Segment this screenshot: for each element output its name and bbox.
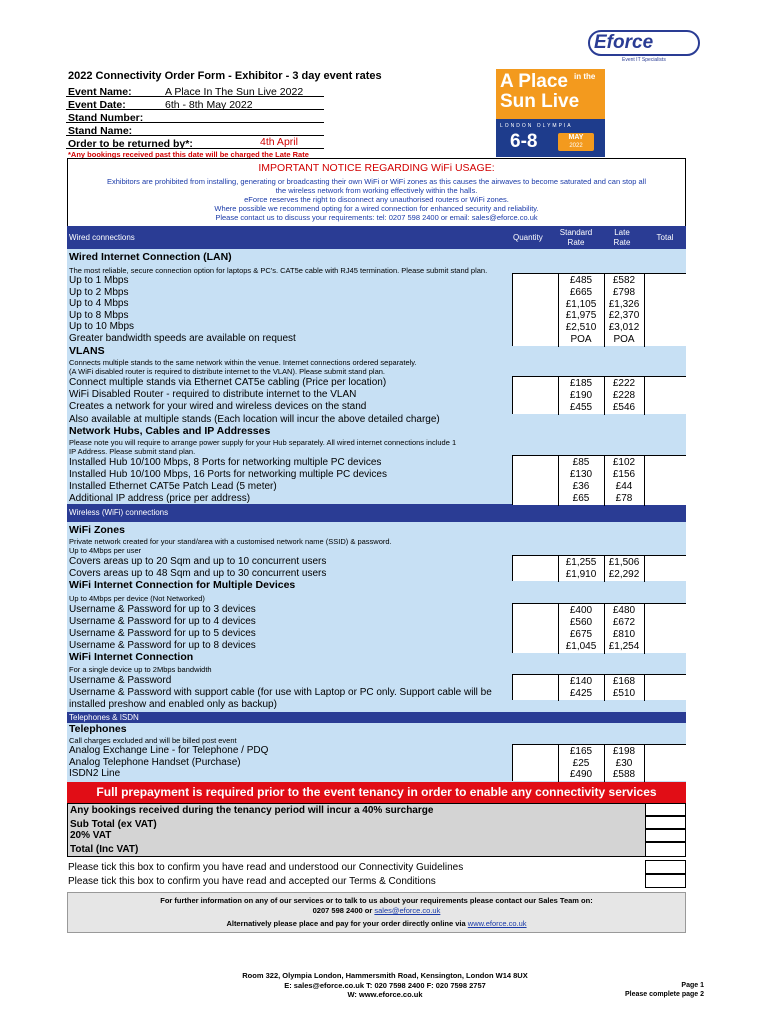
footer: [150, 971, 620, 1000]
wireless-header-label: Wireless (WiFi) connections: [69, 508, 169, 517]
total-box[interactable]: [645, 842, 686, 857]
quantity-cell[interactable]: [513, 769, 558, 781]
subtotal-label: Sub Total (ex VAT): [70, 819, 157, 830]
standard-rate: £85: [572, 457, 590, 468]
hubs-price-box: [512, 455, 686, 505]
quantity-cell[interactable]: [513, 493, 558, 505]
quantity-cell[interactable]: [513, 469, 558, 481]
quantity-cell[interactable]: [513, 378, 558, 390]
phones-item: Analog Exchange Line - for Telephone / PDQ: [69, 745, 269, 756]
vlans-description: (A WiFi disabled router is required to distribute internet to the VLAN). Please submit stand plan.: [69, 367, 385, 376]
total-header: Total: [656, 233, 674, 242]
prepayment-banner: Full prepayment is required prior to the event tenancy in order to enable any connectivity services: [67, 782, 686, 803]
quantity-cell[interactable]: [513, 629, 558, 641]
phones-item: Analog Telephone Handset (Purchase): [69, 756, 241, 768]
multi-price-box: [512, 603, 686, 653]
quantity-cell[interactable]: [513, 617, 558, 629]
quantity-cell[interactable]: [513, 402, 558, 414]
late-rate: £44: [615, 481, 633, 492]
total-cell[interactable]: [644, 569, 687, 581]
late-rate: £78: [615, 493, 633, 504]
late-rate: £156: [612, 469, 636, 480]
standard-rate: POA: [570, 334, 592, 345]
vlans-note: Also available at multiple stands (Each location will incur the above detailed charge): [69, 414, 440, 425]
event-name-label: Event Name:: [68, 86, 132, 98]
late-header: Late: [614, 228, 630, 237]
eforce-logo: [588, 30, 700, 64]
telephones-header-label: Telephones & ISDN: [69, 713, 139, 722]
zones-price-box: [512, 555, 686, 581]
poster-venue: LONDON OLYMPIA: [500, 123, 573, 129]
surcharge-label: Any bookings received during the tenancy period will incur a 40% surcharge: [70, 805, 434, 816]
multi-title: WiFi Internet Connection for Multiple Devices: [69, 579, 296, 591]
late-rate: £510: [612, 688, 636, 699]
late-rate: £1,326: [608, 298, 640, 310]
lan-item: Up to 4 Mbps: [69, 298, 129, 309]
standard-rate: £65: [572, 493, 590, 504]
poster-in-the: in the: [574, 72, 596, 81]
total-cell[interactable]: [644, 676, 687, 688]
late-rate-header: Rate: [613, 238, 631, 247]
late-rate: £30: [615, 757, 633, 769]
hubs-item: Additional IP address (price per address): [69, 493, 251, 504]
quantity-cell[interactable]: [513, 758, 558, 770]
standard-rate: £455: [569, 402, 593, 413]
return-date: 4th April: [260, 136, 298, 148]
contact-phone: 0207 598 2400 or: [312, 906, 373, 915]
standard-rate: £2,510: [565, 322, 597, 334]
logo-text: Eforce: [594, 32, 654, 53]
footer-web: W: www.eforce.co.uk: [347, 990, 423, 999]
late-rate: £588: [612, 769, 636, 780]
late-rate: £3,012: [608, 322, 640, 334]
quantity-cell[interactable]: [513, 390, 558, 402]
page-number: Page 1: [681, 982, 704, 989]
late-rate: £582: [612, 275, 636, 286]
multi-item: Username & Password for up to 5 devices: [69, 628, 256, 639]
vlans-item: Connect multiple stands via Ethernet CAT5e cabling (Price per location): [69, 377, 387, 388]
quantity-cell[interactable]: [513, 557, 558, 569]
vat-box[interactable]: [645, 829, 686, 842]
late-rate: £1,506: [608, 557, 640, 568]
lan-title: Wired Internet Connection (LAN): [69, 251, 232, 263]
lan-item: Up to 2 Mbps: [69, 286, 129, 298]
standard-rate: £165: [569, 746, 593, 757]
late-rate: £672: [612, 617, 636, 628]
phones-description: Call charges excluded and will be billed post event: [69, 736, 237, 745]
stand-name-label: Stand Name:: [68, 125, 133, 137]
notice-line: Please contact us to discuss your requirements: tel: 0207 598 2400 or email: sales@eforce.co.uk: [215, 213, 538, 222]
hubs-title: Network Hubs, Cables and IP Addresses: [69, 425, 271, 437]
total-cell[interactable]: [644, 275, 687, 287]
poster-line1: A Place: [500, 71, 568, 92]
terms-confirm-text: Please tick this box to confirm you have read and accepted our Terms & Conditions: [68, 876, 436, 887]
surcharge-box[interactable]: [645, 803, 686, 816]
phones-item: ISDN2 Line: [69, 768, 121, 779]
event-date-value[interactable]: 6th - 8th May 2022: [165, 99, 253, 111]
quantity-cell[interactable]: [513, 481, 558, 493]
event-info: [68, 86, 328, 152]
lan-item: Up to 8 Mbps: [69, 309, 129, 321]
lan-item: Greater bandwidth speeds are available on request: [69, 333, 296, 344]
total-cell[interactable]: [644, 758, 687, 770]
vlans-title: VLANS: [69, 345, 105, 357]
return-label: Order to be returned by*:: [68, 138, 193, 150]
late-rate: £810: [612, 629, 636, 640]
standard-rate: £1,975: [565, 310, 597, 322]
standard-rate: £140: [569, 676, 593, 687]
terms-checkbox[interactable]: [645, 874, 686, 888]
total-cell[interactable]: [644, 390, 687, 402]
footer-address: Room 322, Olympia London, Hammersmith Road, Kensington, London W14 8UX: [242, 971, 528, 980]
standard-header: Standard: [559, 228, 593, 237]
total-cell[interactable]: [644, 493, 687, 505]
poster-month: MAY: [568, 134, 584, 141]
notice-line: Exhibitors are prohibited from installing, generating or broadcasting their own WiFi or WiFi zones as this causes the airwaves to become saturated and can stop all: [106, 177, 646, 186]
standard-rate: £1,045: [565, 641, 597, 652]
total-cell[interactable]: [644, 469, 687, 481]
standard-rate: £490: [569, 769, 593, 780]
quantity-cell[interactable]: [513, 310, 558, 322]
notice-line: eForce reserves the right to disconnect any unauthorised routers or WiFi zones.: [244, 195, 509, 204]
event-date-label: Event Date:: [68, 99, 126, 111]
website-link[interactable]: www.eforce.co.uk: [467, 919, 527, 928]
lan-item: Up to 10 Mbps: [69, 321, 135, 332]
lan-description: The most reliable, secure connection option for laptops & PC's. CAT5e cable with RJ45 termination. Please submit stand plan.: [69, 266, 488, 275]
wific-price-box: [512, 674, 686, 700]
total-cell[interactable]: [644, 310, 687, 322]
late-rate: £546: [612, 402, 636, 413]
contact-line3: Alternatively please place and pay for your order directly online via: [226, 919, 466, 928]
totals-section: [67, 803, 686, 857]
page-info: [600, 981, 704, 999]
vlans-item: Creates a network for your wired and wireless devices on the stand: [69, 401, 367, 412]
telephones-header-bar: [67, 712, 686, 723]
standard-rate: £36: [572, 481, 590, 492]
total-cell[interactable]: [644, 402, 687, 414]
standard-rate: £1,910: [565, 569, 597, 580]
vlans-description: Connects multiple stands to the same network within the venue. Internet connections ordered separately.: [69, 358, 417, 367]
quantity-cell[interactable]: [513, 688, 558, 700]
complete-note: Please complete page 2: [625, 991, 704, 998]
guidelines-confirm-text: Please tick this box to confirm you have read and understood our Connectivity Guidelines: [68, 862, 464, 873]
zones-description: Private network created for your stand/area with a customised network name (SSID) & password.: [69, 537, 392, 546]
standard-rate-header: Rate: [567, 238, 585, 247]
event-name-value[interactable]: A Place In The Sun Live 2022: [165, 86, 304, 98]
hubs-item: Installed Hub 10/100 Mbps, 16 Ports for networking multiple PC devices: [69, 469, 387, 480]
zones-item: Covers areas up to 48 Sqm and up to 30 concurrent users: [69, 568, 327, 579]
quantity-cell[interactable]: [513, 746, 558, 758]
event-poster: [496, 69, 605, 157]
quantity-cell[interactable]: [513, 334, 558, 346]
contact-line1: For further information on any of our services or to talk to us about your requirements please contact our Sales Team on:: [160, 896, 593, 905]
stand-number-label: Stand Number:: [68, 112, 144, 124]
subtotal-box[interactable]: [645, 816, 686, 829]
wific-description: For a single device up to 2Mbps bandwidth: [69, 665, 212, 674]
standard-rate: £400: [569, 605, 593, 616]
footer-phones: E: sales@eforce.co.uk T: 020 7598 2400 F: 020 7598 2757: [284, 980, 486, 990]
late-rate: £2,292: [608, 569, 640, 580]
quantity-cell[interactable]: [513, 275, 558, 287]
total-cell[interactable]: [644, 481, 687, 493]
wific-item: Username & Password with support cable (for use with Laptop or PC only. Support cable will be: [69, 687, 492, 698]
total-cell[interactable]: [644, 557, 687, 569]
total-cell[interactable]: [644, 769, 687, 781]
wired-header-label: Wired connections: [69, 233, 135, 242]
quantity-cell[interactable]: [513, 569, 558, 581]
multi-item: Username & Password for up to 4 devices: [69, 616, 256, 627]
logo-tagline: Event IT Specialists: [622, 57, 666, 63]
late-rate: £1,254: [608, 641, 640, 652]
total-cell[interactable]: [644, 641, 687, 653]
zones-item: Covers areas up to 20 Sqm and up to 10 concurrent users: [69, 556, 327, 567]
hubs-item: Installed Hub 10/100 Mbps, 8 Ports for networking multiple PC devices: [69, 457, 382, 468]
poster-year: 2022: [569, 143, 583, 149]
total-cell[interactable]: [644, 746, 687, 758]
total-cell[interactable]: [644, 287, 687, 299]
standard-rate: £665: [569, 286, 593, 298]
guidelines-checkbox[interactable]: [645, 860, 686, 874]
quantity-cell[interactable]: [513, 322, 558, 334]
late-rate: £228: [612, 390, 636, 401]
notice-title: IMPORTANT NOTICE REGARDING WiFi USAGE:: [258, 162, 495, 174]
standard-rate: £130: [569, 469, 593, 480]
total-cell[interactable]: [644, 322, 687, 334]
contact-email-link[interactable]: sales@eforce.co.uk: [374, 906, 441, 915]
total-cell[interactable]: [644, 605, 687, 617]
phones-price-box: [512, 744, 686, 781]
hubs-description: Please note you will require to arrange power supply for your Hub separately. All wired internet connections include 1: [69, 438, 457, 447]
late-rate: £480: [612, 605, 636, 616]
notice-line: the wireless network from working effectively within the halls.: [275, 186, 478, 195]
late-rate: POA: [613, 334, 635, 345]
multi-item: Username & Password for up to 3 devices: [69, 604, 256, 615]
total-cell[interactable]: [644, 334, 687, 346]
quantity-cell[interactable]: [513, 457, 558, 469]
poster-dates: 6-8: [510, 131, 538, 152]
total-cell[interactable]: [644, 457, 687, 469]
standard-rate: £25: [572, 757, 590, 769]
standard-rate: £485: [569, 275, 593, 286]
standard-rate: £1,255: [565, 557, 597, 568]
late-rate: £2,370: [608, 310, 640, 322]
late-rate: £222: [612, 378, 636, 389]
wific-item-cont: installed preshow and enabled only as backup): [69, 699, 277, 710]
quantity-cell[interactable]: [513, 605, 558, 617]
standard-rate: £560: [569, 617, 593, 628]
late-rate: £798: [612, 286, 636, 298]
late-rate: £102: [612, 457, 636, 468]
quantity-header: Quantity: [513, 233, 543, 242]
hubs-item: Installed Ethernet CAT5e Patch Lead (5 meter): [69, 481, 277, 492]
total-label: Total (Inc VAT): [70, 844, 139, 855]
multi-item: Username & Password for up to 8 devices: [69, 640, 256, 651]
late-rate: £198: [612, 746, 636, 757]
total-cell[interactable]: [644, 378, 687, 390]
quantity-cell[interactable]: [513, 287, 558, 299]
wific-title: WiFi Internet Connection: [69, 651, 194, 663]
phones-title: Telephones: [69, 723, 127, 735]
total-cell[interactable]: [644, 629, 687, 641]
standard-rate: £1,105: [565, 298, 597, 310]
standard-rate: £425: [569, 688, 593, 699]
zones-description: Up to 4Mbps per user: [69, 546, 142, 555]
quantity-cell[interactable]: [513, 641, 558, 653]
total-cell[interactable]: [644, 688, 687, 700]
wired-header-bar: [67, 226, 686, 249]
hubs-description: IP Address. Please submit stand plan.: [69, 447, 196, 456]
vlans-item: WiFi Disabled Router - required to distribute internet to the VLAN: [69, 389, 357, 400]
standard-rate: £675: [569, 629, 593, 640]
total-cell[interactable]: [644, 299, 687, 311]
contact-box: [67, 892, 686, 933]
total-cell[interactable]: [644, 617, 687, 629]
quantity-cell[interactable]: [513, 299, 558, 311]
vat-label: 20% VAT: [70, 830, 112, 841]
wific-item: Username & Password: [69, 675, 172, 686]
late-rate-note: *Any bookings received past this date will be charged the Late Rate: [68, 150, 309, 159]
zones-title: WiFi Zones: [69, 524, 125, 536]
wireless-header-bar: [67, 504, 686, 522]
quantity-cell[interactable]: [513, 676, 558, 688]
standard-rate: £185: [569, 378, 593, 389]
lan-item: Up to 1 Mbps: [69, 275, 129, 286]
multi-description: Up to 4Mbps per device (Not Networked): [69, 594, 205, 603]
standard-rate: £190: [569, 390, 593, 401]
poster-line2: Sun Live: [500, 91, 580, 112]
lan-price-box: [512, 273, 686, 346]
notice-line: Where possible we recommend opting for a wired connection for enhanced security and reliability.: [214, 204, 539, 213]
form-title: 2022 Connectivity Order Form - Exhibitor - 3 day event rates: [68, 70, 382, 82]
late-rate: £168: [612, 676, 636, 687]
vlans-price-box: [512, 376, 686, 414]
